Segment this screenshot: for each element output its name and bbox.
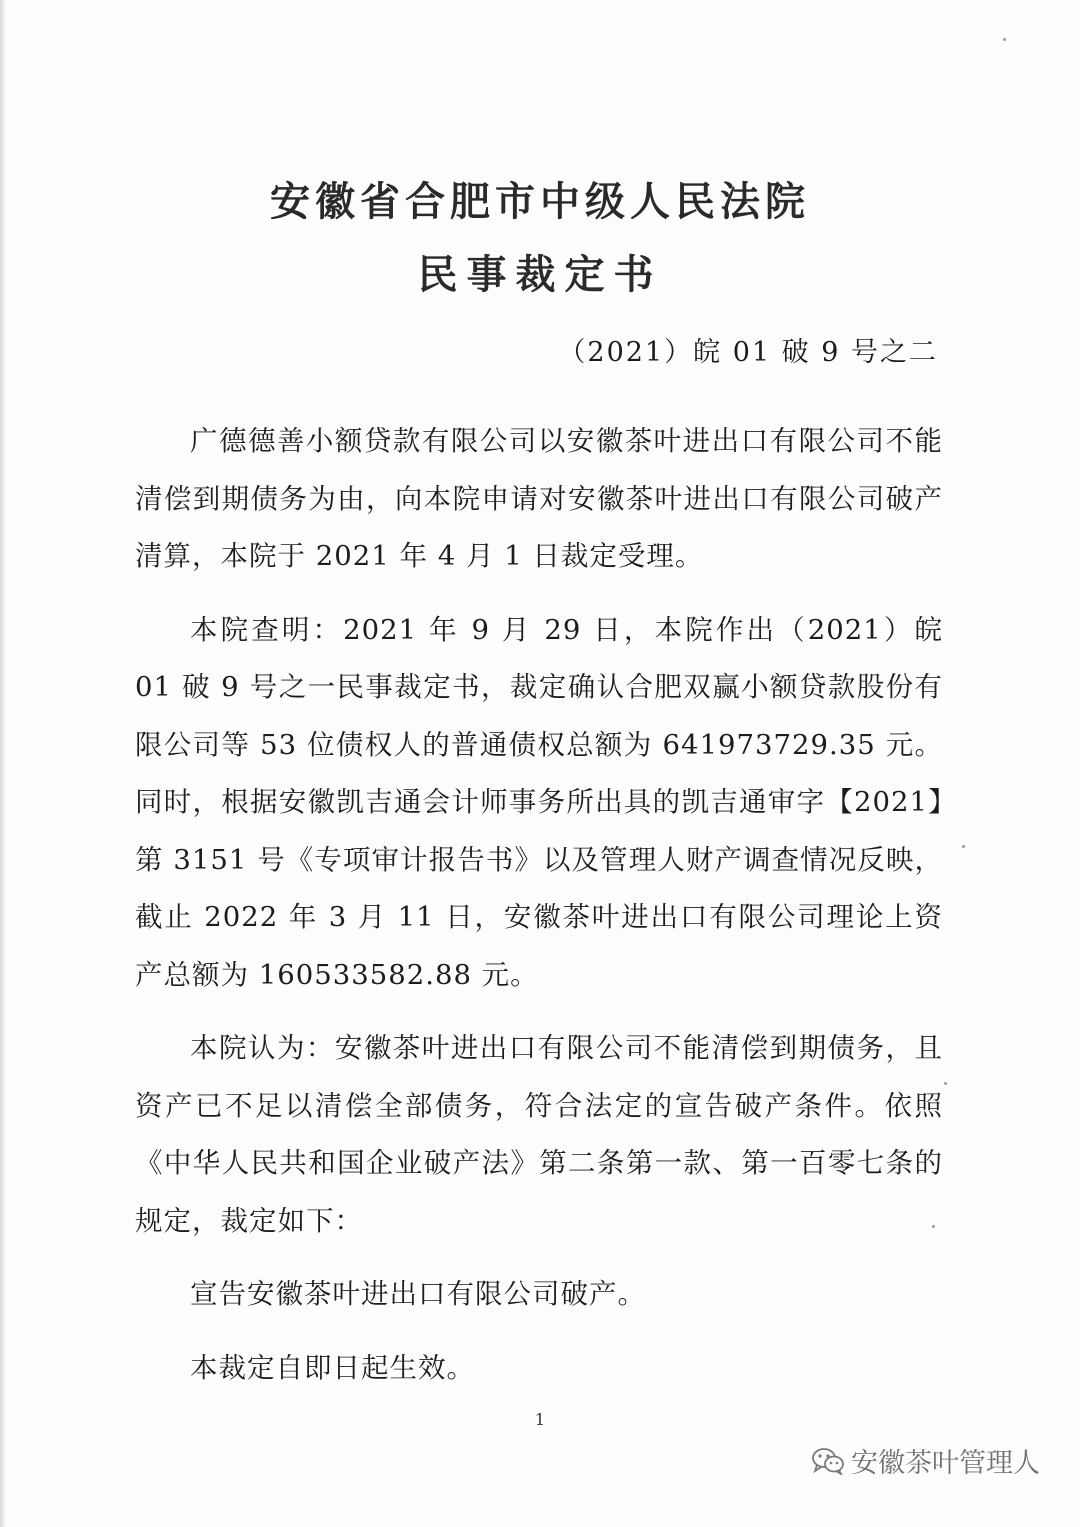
case-number: （2021）皖 01 破 9 号之二 <box>558 337 938 368</box>
scan-speck <box>962 845 965 848</box>
page-number: 1 <box>534 1410 546 1429</box>
wechat-icon <box>811 1447 845 1475</box>
watermark <box>811 1441 1040 1480</box>
paragraph-reasoning: 本院认为：安徽茶叶进出口有限公司不能清偿到期债务，且资产已不足以清偿全部债务，符合法定的宣告破产条件。依照《中华人民共和国企业破产法》第二条第一款、第一百零七条的规定，裁定如下： <box>135 1032 943 1237</box>
court-name-title: 安徽省合肥市中级人民法院 <box>270 179 810 225</box>
paragraph-findings: 本院查明：2021 年 9 月 29 日，本院作出（2021）皖 01 破 9 号之一民事裁定书，裁定确认合肥双赢小额贷款股份有限公司等 53 位债权人的普通债权总额为 641973729.35 元。同时，根据安徽凯吉通会计师事务所出具的凯吉通审字【2021】第 3151 号《专项审计报告书》以及管理人财产调查情况反映，截止 2022 年 3 月 11 日，安徽茶叶进出口有限公司理论上资产总额为 160533582.88 元。 <box>135 613 943 991</box>
paragraph-acceptance: 广德德善小额贷款有限公司以安徽茶叶进出口有限公司不能清偿到期债务为由，向本院申请对安徽茶叶进出口有限公司破产清算，本院于 2021 年 4 月 1 日裁定受理。 <box>135 425 943 572</box>
scan-edge-shadow <box>0 0 6 1527</box>
watermark-text: 安徽茶叶管理人 <box>851 1448 1040 1479</box>
paragraph-ruling: 宣告安徽茶叶进出口有限公司破产。 <box>190 1278 646 1310</box>
document-type-title: 民事裁定书 <box>417 252 663 298</box>
scan-speck <box>932 1225 935 1228</box>
scan-speck <box>1003 38 1006 41</box>
scan-speck <box>944 1082 947 1085</box>
document-body <box>135 413 943 1397</box>
paragraph-effective: 本裁定自即日起生效。 <box>190 1351 475 1384</box>
